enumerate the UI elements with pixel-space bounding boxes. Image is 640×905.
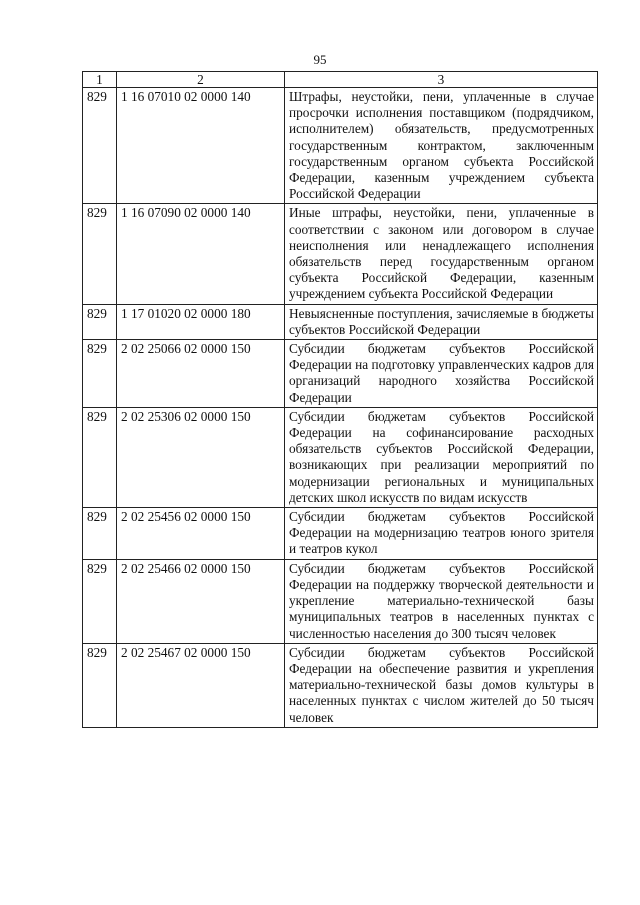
revenue-code-cell: 2 02 25467 02 0000 150 <box>117 643 285 727</box>
admin-code-cell: 829 <box>83 340 117 408</box>
revenue-name-cell: Штрафы, неустойки, пени, уплаченные в случае просрочки исполнения поставщиком (подрядчиком, исполнителем) обязательств, предусмотренных государственным контрактом, заключенным государственным органом субъекта Российской Федерации, казенным учреждением субъекта Российской Федерации <box>285 88 598 204</box>
revenue-name-cell: Субсидии бюджетам субъектов Российской Федерации на модернизацию театров юного зрителя и театров кукол <box>285 508 598 560</box>
revenue-code-cell: 2 02 25466 02 0000 150 <box>117 559 285 643</box>
column-header-3: 3 <box>285 72 598 88</box>
table-body <box>83 88 598 728</box>
admin-code-cell: 829 <box>83 304 117 339</box>
revenue-name-cell: Иные штрафы, неустойки, пени, уплаченные в соответствии с законом или договором в случае неисполнения или ненадлежащего исполнения обязательств перед государственным органом субъекта Российской Федерации, казенным учреждением субъекта Российской Федерации <box>285 204 598 304</box>
table-row <box>83 304 598 339</box>
column-header-2: 2 <box>117 72 285 88</box>
table-row <box>83 88 598 204</box>
revenue-code-cell: 2 02 25306 02 0000 150 <box>117 407 285 507</box>
table-row <box>83 204 598 304</box>
revenue-name-cell: Субсидии бюджетам субъектов Российской Федерации на поддержку творческой деятельности и укрепление материально-технической базы муниципальных театров в населенных пунктах с численностью населения до 300 тысяч человек <box>285 559 598 643</box>
revenue-code-cell: 2 02 25066 02 0000 150 <box>117 340 285 408</box>
table-row <box>83 508 598 560</box>
revenue-code-cell: 1 17 01020 02 0000 180 <box>117 304 285 339</box>
revenue-code-cell: 2 02 25456 02 0000 150 <box>117 508 285 560</box>
admin-code-cell: 829 <box>83 407 117 507</box>
table-row <box>83 407 598 507</box>
page-number: 95 <box>313 52 327 67</box>
revenue-name-cell: Невыясненные поступления, зачисляемые в бюджеты субъектов Российской Федерации <box>285 304 598 339</box>
table-row <box>83 643 598 727</box>
budget-revenue-table <box>82 71 598 728</box>
revenue-name-cell: Субсидии бюджетам субъектов Российской Федерации на софинансирование расходных обязательств субъектов Российской Федерации, возникающих при реализации мероприятий по модернизации региональных и муниципальных детских школ искусств по видам искусств <box>285 407 598 507</box>
revenue-name-cell: Субсидии бюджетам субъектов Российской Федерации на обеспечение развития и укрепления материально-технической базы домов культуры в населенных пунктах с числом жителей до 50 тысяч человек <box>285 643 598 727</box>
admin-code-cell: 829 <box>83 643 117 727</box>
admin-code-cell: 829 <box>83 559 117 643</box>
revenue-code-cell: 1 16 07010 02 0000 140 <box>117 88 285 204</box>
revenue-code-cell: 1 16 07090 02 0000 140 <box>117 204 285 304</box>
admin-code-cell: 829 <box>83 88 117 204</box>
table-header <box>83 72 598 88</box>
table-row <box>83 559 598 643</box>
table-row <box>83 340 598 408</box>
admin-code-cell: 829 <box>83 508 117 560</box>
admin-code-cell: 829 <box>83 204 117 304</box>
header-row <box>83 72 598 88</box>
revenue-name-cell: Субсидии бюджетам субъектов Российской Федерации на подготовку управленческих кадров для организаций народного хозяйства Российской Федерации <box>285 340 598 408</box>
column-header-1: 1 <box>83 72 117 88</box>
